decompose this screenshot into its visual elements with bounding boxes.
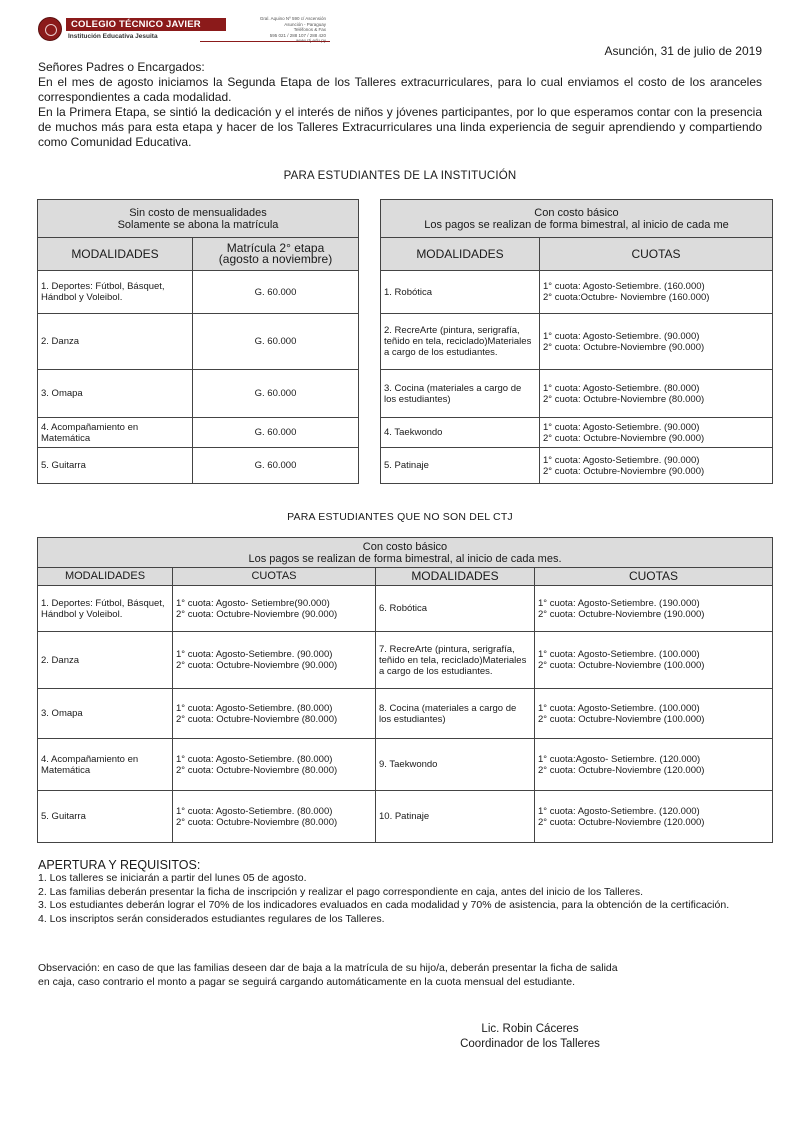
modality-name: 9. Taekwondo bbox=[376, 739, 535, 791]
modality-price: G. 60.000 bbox=[193, 314, 359, 370]
table-header-line: Sin costo de mensualidades bbox=[129, 206, 267, 219]
school-contact bbox=[256, 16, 326, 44]
school-name: COLEGIO TÉCNICO JAVIER bbox=[66, 18, 226, 31]
modality-fees bbox=[535, 791, 773, 843]
fee-line: 1° cuota: Agosto-Setiembre. (190.000) bbox=[538, 597, 700, 609]
modality-name: 3. Cocina (materiales a cargo de los estudiantes) bbox=[381, 370, 540, 418]
table-header-line: Con costo básico bbox=[534, 206, 619, 219]
modality-name: 1. Deportes: Fútbol, Básquet, Hándbol y Voleibol. bbox=[38, 271, 193, 314]
table-row bbox=[38, 271, 359, 314]
fee-line: 1° cuota: Agosto-Setiembre. (100.000) bbox=[538, 649, 700, 660]
table-row bbox=[381, 448, 773, 484]
modality-name: 1. Robótica bbox=[381, 271, 540, 314]
fee-line: 2° cuota: Octubre-Noviembre (90.000) bbox=[543, 465, 705, 477]
fee-line: 1° cuota:Agosto- Setiembre. (120.000) bbox=[538, 753, 701, 765]
table-external bbox=[37, 537, 773, 843]
modality-fees bbox=[173, 791, 376, 843]
table-row bbox=[38, 370, 359, 418]
contact-line: Gral. Aquino Nº 590 c/ Ascensión bbox=[259, 16, 326, 21]
modality-fees bbox=[535, 632, 773, 689]
fee-line: 1° cuota: Agosto-Setiembre. (80.000) bbox=[176, 702, 333, 714]
modality-fees bbox=[535, 739, 773, 791]
school-seal-icon bbox=[38, 17, 62, 41]
fee-line: 2° cuota: Octubre-Noviembre (120.000) bbox=[538, 816, 705, 828]
modality-fees bbox=[540, 448, 773, 484]
section-title-external: PARA ESTUDIANTES QUE NO SON DEL CTJ bbox=[287, 511, 513, 523]
contact-line: www.ctj.edu.py bbox=[295, 38, 326, 44]
modality-fees bbox=[540, 370, 773, 418]
modality-name: 6. Robótica bbox=[376, 586, 535, 632]
modality-name: 5. Guitarra bbox=[38, 791, 173, 843]
table-header-line: Solamente se abona la matrícula bbox=[117, 218, 279, 231]
table-header bbox=[381, 200, 773, 238]
modality-name: 5. Guitarra bbox=[38, 448, 193, 484]
table-row bbox=[38, 632, 773, 689]
table-header-line: Los pagos se realizan de forma bimestral, al inicio de cada me bbox=[424, 218, 729, 231]
observation-note bbox=[38, 961, 738, 989]
intro-paragraph: En la Primera Etapa, se sintió la dedicación y el interés de niños y jóvenes participantes, por lo que esperamos contar con la presencia de muchos más para esta etapa y hacer de los Talleres Extracurriculares una linda experiencia de seguir aprendiendo y compartiendo como Comunidad Educativa. bbox=[38, 105, 762, 149]
fee-line: 2° cuota: Octubre-Noviembre (90.000) bbox=[176, 660, 338, 671]
observation-line: Observación: en caso de que las familias deseen dar de baja a la matrícula de su hijo/a, deberán presentar la ficha de salida bbox=[38, 962, 618, 974]
table-row bbox=[38, 314, 359, 370]
salutation: Señores Padres o Encargados: bbox=[38, 60, 205, 74]
fee-line: 2° cuota: Octubre-Noviembre (90.000) bbox=[543, 432, 705, 444]
table-row bbox=[38, 586, 773, 632]
fee-line: 1° cuota: Agosto-Setiembre. (90.000) bbox=[176, 649, 333, 660]
modality-name: 2. RecreArte (pintura, serigrafía, teñido en tela, reciclado)Materiales a cargo de los estudiantes. bbox=[381, 314, 540, 370]
contact-line: 595 021 / 288 107 / 288 420 bbox=[269, 32, 326, 38]
modality-name: 3. Omapa bbox=[38, 370, 193, 418]
table-internal-free bbox=[37, 199, 359, 484]
column-header: CUOTAS bbox=[173, 568, 376, 586]
header-divider bbox=[200, 41, 330, 42]
intro-paragraph: En el mes de agosto iniciamos la Segunda Etapa de los Talleres extracurriculares, para lo cual enviamos el costo de los aranceles correspondientes a cada modalidad. bbox=[38, 75, 762, 104]
table-row bbox=[38, 689, 773, 739]
modality-fees bbox=[173, 632, 376, 689]
fee-line: 2° cuota: Octubre-Noviembre (80.000) bbox=[543, 393, 705, 405]
letter-date: Asunción, 31 de julio de 2019 bbox=[604, 44, 762, 58]
fee-line: 2° cuota: Octubre-Noviembre (90.000) bbox=[543, 341, 705, 353]
fee-line: 1° cuota: Agosto-Setiembre. (90.000) bbox=[543, 421, 700, 433]
column-header: CUOTAS bbox=[540, 238, 773, 271]
table-row bbox=[38, 418, 359, 448]
column-header-line: Matrícula 2° etapa bbox=[226, 241, 325, 255]
table-header bbox=[38, 200, 359, 238]
modality-fees bbox=[173, 689, 376, 739]
fee-line: 1° cuota: Agosto- Setiembre(90.000) bbox=[176, 597, 330, 609]
fee-line: 1° cuota: Agosto-Setiembre. (80.000) bbox=[176, 753, 333, 765]
table-row bbox=[381, 314, 773, 370]
modality-name: 4. Taekwondo bbox=[381, 418, 540, 448]
table-row bbox=[381, 370, 773, 418]
fee-line: 2° cuota: Octubre-Noviembre (190.000) bbox=[538, 608, 705, 620]
fee-line: 1° cuota: Agosto-Setiembre. (90.000) bbox=[543, 330, 700, 342]
modality-price: G. 60.000 bbox=[193, 418, 359, 448]
column-header bbox=[193, 238, 359, 271]
fee-line: 1° cuota: Agosto-Setiembre. (160.000) bbox=[543, 281, 705, 292]
fee-line: 1° cuota: Agosto-Setiembre. (80.000) bbox=[543, 382, 700, 394]
requirement-item: 1. Los talleres se iniciarán a partir del lunes 05 de agosto. bbox=[38, 872, 307, 884]
fee-line: 2° cuota: Octubre-Noviembre (80.000) bbox=[176, 764, 338, 776]
requirement-item: 4. Los inscriptos serán considerados estudiantes regulares de los Talleres. bbox=[38, 912, 385, 925]
fee-line: 2° cuota: Octubre-Noviembre (80.000) bbox=[176, 816, 338, 828]
modality-name: 1. Deportes: Fútbol, Básquet, Hándbol y Voleibol. bbox=[38, 586, 173, 632]
fee-line: 2° cuota: Octubre-Noviembre (120.000) bbox=[538, 764, 705, 776]
table-header-line: Con costo básico bbox=[362, 540, 448, 553]
modality-fees bbox=[535, 586, 773, 632]
fee-line: 1° cuota: Agosto-Setiembre. (90.000) bbox=[543, 454, 700, 466]
modality-price: G. 60.000 bbox=[193, 271, 359, 314]
modality-fees bbox=[173, 739, 376, 791]
fee-line: 2° cuota: Octubre-Noviembre (100.000) bbox=[538, 713, 705, 725]
fee-line: 1° cuota: Agosto-Setiembre. (80.000) bbox=[176, 805, 333, 817]
school-logo bbox=[38, 14, 226, 44]
table-internal-paid bbox=[380, 199, 773, 484]
requirements-title: APERTURA Y REQUISITOS: bbox=[38, 858, 201, 872]
column-header: MODALIDADES bbox=[38, 238, 193, 271]
column-header: CUOTAS bbox=[535, 568, 773, 586]
modality-name: 5. Patinaje bbox=[381, 448, 540, 484]
modality-name: 8. Cocina (materiales a cargo de los estudiantes) bbox=[376, 689, 535, 739]
table-row bbox=[381, 271, 773, 314]
modality-name: 10. Patinaje bbox=[376, 791, 535, 843]
signer-role: Coordinador de los Talleres bbox=[460, 1038, 600, 1050]
contact-line: Asunción - Paraguay bbox=[284, 21, 326, 27]
modality-name: 3. Omapa bbox=[38, 689, 173, 739]
modality-name: 2. Danza bbox=[38, 632, 173, 689]
table-row bbox=[38, 791, 773, 843]
fee-line: 1° cuota: Agosto-Setiembre. (100.000) bbox=[538, 702, 700, 714]
intro-text bbox=[38, 60, 762, 150]
observation-line: en caja, caso contrario el monto a pagar se seguirá cargando automáticamente en la cuota mensual del estudiante. bbox=[38, 976, 575, 988]
modality-name: 4. Acompañamiento en Matemática bbox=[38, 418, 193, 448]
modality-price: G. 60.000 bbox=[193, 448, 359, 484]
table-row bbox=[38, 448, 359, 484]
table-row bbox=[38, 739, 773, 791]
signature-block bbox=[410, 1022, 650, 1052]
table-row bbox=[381, 418, 773, 448]
modality-price: G. 60.000 bbox=[193, 370, 359, 418]
column-header-line: (agosto a noviembre) bbox=[218, 252, 333, 266]
column-header: MODALIDADES bbox=[381, 238, 540, 271]
fee-line: 1° cuota: Agosto-Setiembre. (120.000) bbox=[538, 805, 700, 817]
requirement-item: 3. Los estudiantes deberán lograr el 70% de los indicadores evaluados en cada modalidad y 70% de asistencia, para la obtención de la certificación. bbox=[38, 899, 730, 911]
modality-name: 2. Danza bbox=[38, 314, 193, 370]
fee-line: 2° cuota: Octubre-Noviembre (90.000) bbox=[176, 608, 338, 620]
modality-fees bbox=[535, 689, 773, 739]
modality-name: 4. Acompañamiento en Matemática bbox=[38, 739, 173, 791]
modality-fees bbox=[540, 271, 773, 314]
contact-line: Teléfonos & Fax bbox=[293, 27, 326, 33]
fee-line: 2° cuota: Octubre-Noviembre (100.000) bbox=[538, 660, 705, 671]
table-header bbox=[38, 538, 773, 568]
requirement-item: 2. Las familias deberán presentar la ficha de inscripción y realizar el pago correspondiente en caja, antes del inicio de los Talleres. bbox=[38, 885, 644, 898]
section-title-internal: PARA ESTUDIANTES DE LA INSTITUCIÓN bbox=[283, 170, 517, 182]
fee-line: 2° cuota: Octubre-Noviembre (80.000) bbox=[176, 713, 338, 725]
column-header: MODALIDADES bbox=[376, 568, 535, 586]
requirements-section bbox=[38, 858, 768, 926]
signer-name: Lic. Robin Cáceres bbox=[481, 1023, 579, 1035]
column-header: MODALIDADES bbox=[38, 568, 173, 586]
table-header-line: Los pagos se realizan de forma bimestral, al inicio de cada mes. bbox=[248, 552, 562, 565]
modality-fees bbox=[540, 314, 773, 370]
school-subtitle: Institución Educativa Jesuita bbox=[68, 33, 158, 40]
modality-fees bbox=[173, 586, 376, 632]
fee-line: 2° cuota:Octubre- Noviembre (160.000) bbox=[543, 292, 710, 303]
modality-fees bbox=[540, 418, 773, 448]
modality-name: 7. RecreArte (pintura, serigrafía, teñido en tela, reciclado)Materiales a cargo de los estudiantes. bbox=[376, 632, 535, 689]
